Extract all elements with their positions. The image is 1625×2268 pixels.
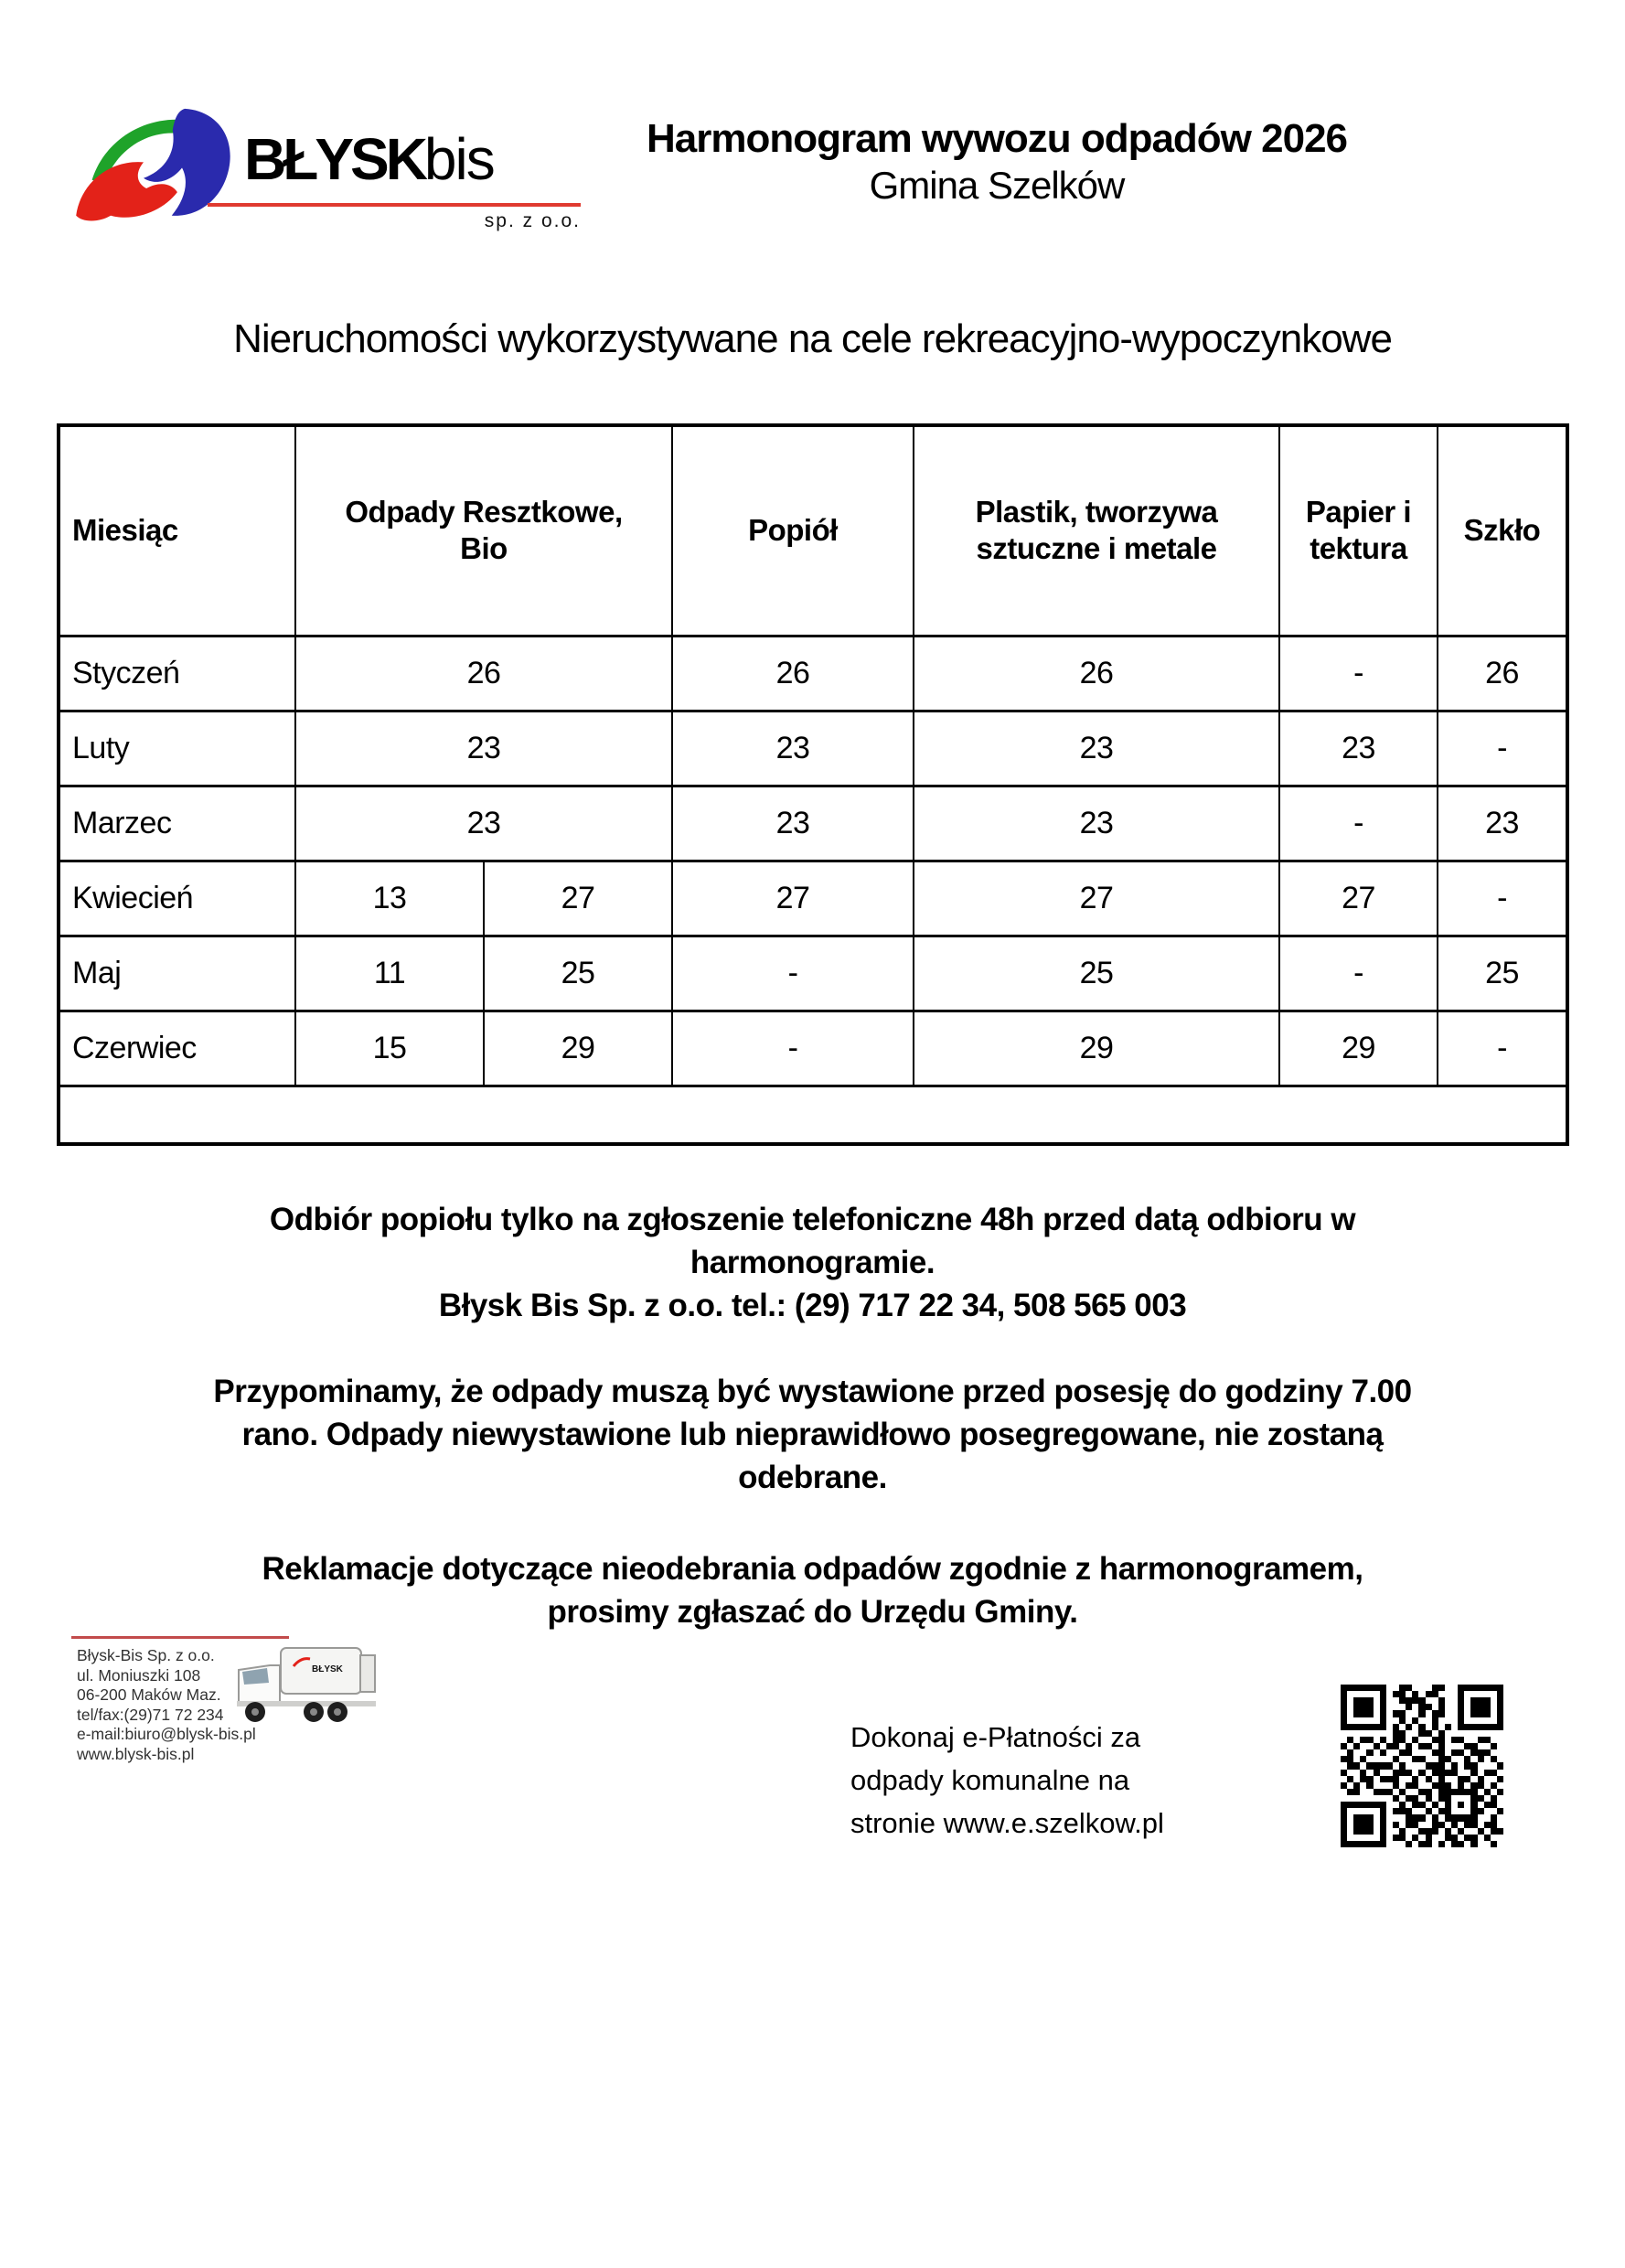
month-cell: Styczeń [59,636,295,711]
page-title: Harmonogram wywozu odpadów 2026 [646,116,1348,161]
value-cell: 26 [914,636,1279,711]
value-cell: 27 [484,861,672,936]
epayment-line: Dokonaj e-Płatności za [850,1721,1141,1753]
table-row [59,936,1567,1011]
value-cell: 25 [914,936,1279,1011]
epayment-line: odpady komunalne na [850,1764,1130,1796]
note-reminder [55,1370,1570,1499]
table-row [59,786,1567,861]
note-line: harmonogramie. [690,1245,935,1280]
month-cell: Kwiecień [59,861,295,936]
value-cell: 26 [672,636,914,711]
logo-subtext: sp. z o.o. [484,210,581,231]
company-logo [69,101,581,238]
value-cell: 29 [484,1011,672,1086]
note-complaints [55,1547,1570,1633]
contact-line: ul. Moniuszki 108 [77,1665,201,1685]
table-row [59,711,1567,786]
col-header-plastik: Plastik, tworzywa sztuczne i metale [914,425,1279,636]
value-cell: - [1438,861,1567,936]
col-header-papier: Papier i tektura [1279,425,1438,636]
value-cell: - [1279,636,1438,711]
table-header-row [59,425,1567,636]
value-cell: 23 [914,711,1279,786]
table-empty-row [59,1086,1567,1144]
header-block [512,115,1481,209]
value-cell: - [672,936,914,1011]
month-cell: Maj [59,936,295,1011]
table-row [59,636,1567,711]
value-cell: 29 [1279,1011,1438,1086]
empty-row-cell [59,1086,1567,1144]
note-line: Odbiór popiołu tylko na zgłoszenie telefoniczne 48h przed datą odbioru w [269,1202,1356,1237]
value-cell: 15 [295,1011,484,1086]
note-ash-pickup [55,1198,1570,1327]
note-line: rano. Odpady niewystawione lub nieprawidłowo posegregowane, nie zostaną [241,1417,1384,1452]
logo-name: BŁYSK [244,126,424,192]
value-cell: - [1279,936,1438,1011]
value-cell: - [1438,711,1567,786]
table-row [59,861,1567,936]
col-header-odpady: Odpady Resztkowe, Bio [295,425,672,636]
value-cell: 26 [295,636,672,711]
month-cell: Luty [59,711,295,786]
value-cell: - [1279,786,1438,861]
value-cell: 25 [1438,936,1567,1011]
value-cell: 23 [672,786,914,861]
garbage-truck-image [233,1644,383,1725]
table-row [59,1011,1567,1086]
schedule-table [57,423,1569,1146]
value-cell: 29 [914,1011,1279,1086]
contact-line: www.blysk-bis.pl [77,1744,195,1763]
note-line: Przypominamy, że odpady muszą być wystawione przed posesję do godziny 7.00 [213,1374,1412,1409]
logo-swoosh-icon [69,102,256,235]
contact-line: tel/fax:(29)71 72 234 [77,1705,224,1724]
value-cell: 11 [295,936,484,1011]
svg-text:BŁYSK: BŁYSK [312,1664,343,1674]
value-cell: 23 [672,711,914,786]
value-cell: 23 [1279,711,1438,786]
page-subtitle: Gmina Szelków [869,164,1125,207]
contact-line: 06-200 Maków Maz. [77,1685,221,1704]
epayment-line: stronie www.e.szelkow.pl [850,1807,1164,1839]
value-cell: 27 [914,861,1279,936]
value-cell: 13 [295,861,484,936]
footer-contact-block [77,1646,256,1764]
section-title: Nieruchomości wykorzystywane na cele rekreacyjno-wypoczynkowe [233,316,1392,361]
value-cell: 27 [1279,861,1438,936]
month-cell: Czerwiec [59,1011,295,1086]
note-line: odebrane. [738,1460,887,1495]
value-cell: 23 [295,711,672,786]
col-header-miesiac: Miesiąc [59,425,295,636]
value-cell: - [672,1011,914,1086]
value-cell: 23 [1438,786,1567,861]
value-cell: 27 [672,861,914,936]
month-cell: Marzec [59,786,295,861]
value-cell: 23 [914,786,1279,861]
col-header-popiol: Popiół [672,425,914,636]
col-header-szklo: Szkło [1438,425,1567,636]
contact-line: Błysk-Bis Sp. z o.o. [77,1646,215,1664]
value-cell: 25 [484,936,672,1011]
footer-divider-line [71,1636,289,1639]
note-line: prosimy zgłaszać do Urzędu Gminy. [547,1594,1078,1630]
logo-suffix: bis [423,126,494,192]
contact-line: e-mail:biuro@blysk-bis.pl [77,1725,256,1743]
logo-wordmark [244,126,494,192]
note-line: Błysk Bis Sp. z o.o. tel.: (29) 717 22 34, 508 565 003 [438,1288,1187,1323]
value-cell: - [1438,1011,1567,1086]
qr-code [1341,1685,1503,1847]
value-cell: 23 [295,786,672,861]
epayment-note [850,1716,1164,1845]
value-cell: 26 [1438,636,1567,711]
note-line: Reklamacje dotyczące nieodebrania odpadów zgodnie z harmonogramem, [262,1551,1363,1587]
